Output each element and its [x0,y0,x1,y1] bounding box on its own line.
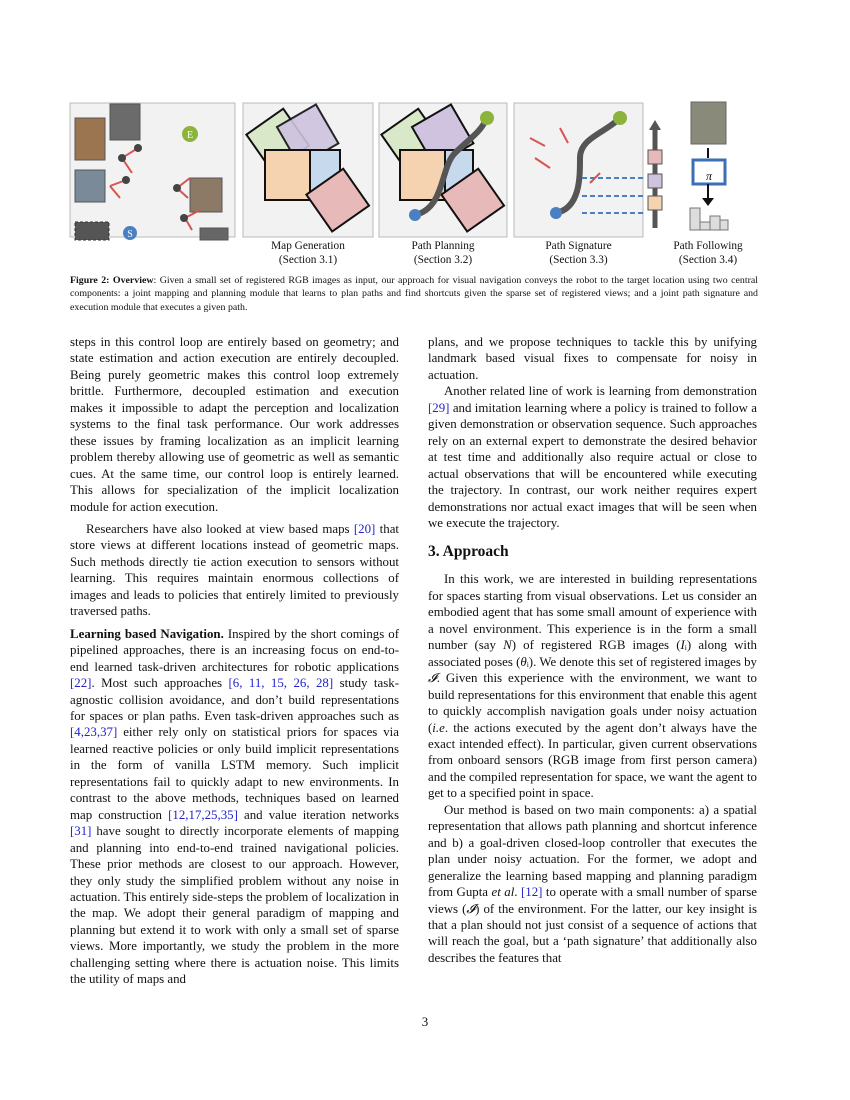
paragraph-text: and imitation learning where a policy is trained to follow a given demonstration or observation sequence. Such approaches rely on an external expert to demonstrate the desired behavior at test time and additionally also require actual or close to actual observations that will be encountered while executing the trajectory. In contrast, our work neither requires expert demonstrations nor actual exact images that will be seen when we execute the trajectory. [428,400,757,530]
paragraph-text: . Given this experience with the environment, we want to build representations for this environment that enable this agent to quickly accomplish navigation goals under noisy actuation ( [428,671,757,735]
paragraph-text: ᵢ). We denote this set of registered images by [526,654,757,669]
citation-link[interactable]: [4,23,37] [70,725,118,740]
paragraph-text: study task-agnostic collision avoidance, and don’t build representations for spaces or plan paths. Even task-driven approaches such as [70,676,399,723]
paragraph [70,521,399,620]
citation-link[interactable]: [12] [520,885,543,900]
paragraph-text: . the actions executed by the agent don’t always have the exact intended effect). In particular, given current observations from onboard sensors (RGB image from first person camera) and the compiled representation for space, we want the agent to get to a specified point in space. [428,720,757,801]
paragraph [428,383,757,531]
rgb-image-thumb [75,222,109,240]
paragraph-text: steps in this control loop are entirely based on geometry; and state estimation and action execution are entirely decoupled. Being purely geometric makes this control loop extremely brittle. Furthermore, decoupled estimation and execution makes it impossible to adapt the perception and localization systems to the final task performance. Our work addresses these issues by framing localization as an implicit learning problem thereby allowing use of geometric as well as semantic cues. At the same time, our control loop is entirely learned. This allows for specialization of the implicit localization module for action execution. [70,335,399,514]
paragraph-text: to operate with a small number of sparse views ( [428,885,757,916]
overview-diagram [60,98,780,243]
path-following-panel [690,102,728,230]
right-column [428,334,757,966]
paragraph-heading: Learning based Navigation. [70,626,224,641]
rgb-image-thumb [75,170,105,202]
paragraph-text: have sought to directly incorporate elements of mapping and planning into end-to-end trained navigational policies. These prior methods are closest to our approach. However, they only study the simplified problem without any noise in actuation. This entirely side-steps the problem of localization in the map. We adopt their general paradigm of mapping and planning but extend it to work with only a small set of sparse views. More importantly, we study the problem in the more challenging setting where there is actuation noise. This limits the utility of maps and [70,824,399,987]
paragraph-text: 𝓘 [428,671,437,686]
paragraph-text: Researchers have also looked at view based maps [86,521,354,536]
paragraph-text: ) of the environment. For the latter, our key insight is that a plan should not just consist of a sequence of actions that will reach the goal, but a ‘path signature’ that additionally also describes the features that [428,901,757,965]
label-path-planning: Path Planning (Section 3.2) [411,240,475,266]
caption-text: : Given a small set of registered RGB images as input, our approach for visual navigation conveys the robot to the target location using two central components: a joint mapping and planning module that learns to plan paths and find shortcuts given the sparse set of registered views; and a joint path signature and execution module that executes a given path. [70,275,758,313]
path-planning-panel [379,103,507,237]
paragraph-text: θ [520,654,527,669]
label-map-generation: Map Generation (Section 3.1) [271,240,345,266]
rgb-image-thumb [75,118,105,160]
paragraph-text: and value iteration networks [237,807,399,822]
paragraph [70,626,399,988]
paragraph-text: Another related line of work is learning from demonstration [444,384,757,399]
paragraph [428,334,757,383]
figure-2 [60,98,780,268]
paragraph-text: In this work, we are interested in building representations for spaces starting from visual observations. Let us consider an embodied agent that has some small amount of experience with a novel environment. This experience is in the form a small number (say [428,572,757,653]
paragraph-text: ) of registered RGB images ( [511,638,681,653]
map-generation-panel [243,103,373,237]
start-marker-label: S [127,229,133,240]
citation-link[interactable]: [12,17,25,35] [168,807,238,822]
paragraph [428,802,757,967]
paragraph-text: Inspired by the short comings of pipelined approaches, there is an increasing focus on end-to-end learned task-driven architectures for robotic applications [70,626,399,674]
rgb-image-thumb [110,104,140,140]
paragraph-text: ᵢ) along with associated poses ( [428,638,757,669]
caption-label: Figure 2: Overview [70,275,154,286]
paragraph-text: . Most such approaches [91,676,229,691]
paragraph-text: et al [491,885,515,900]
label-path-following: Path Following (Section 3.4) [673,240,743,266]
citation-link[interactable]: [6, 11, 15, 26, 28] [228,676,334,691]
figure-caption [70,274,758,314]
paragraph-text: that store views at different locations instead of geometric maps. Such methods directly tie action execution to sensors without learning. This requires maintain enormous collections of images and leads to policies that entirely limited to previously traversed paths. [70,521,400,619]
paragraph-text: either rely only on statistical priors for spaces via learned reactive policies or only build implicit representations in the form of vanilla LSTM memory. Such implicit representations fail to quickly adapt to new environments. In contrast to the above methods, techniques based on learned map construction [70,725,399,822]
citation-link[interactable]: [31] [70,824,92,839]
rgb-image-thumb [190,178,222,212]
end-marker-label: E [186,130,194,141]
paragraph-text: i.e [432,720,445,735]
policy-label: π [705,169,713,183]
paragraph-text: . [514,885,521,900]
citation-link[interactable]: [22] [70,676,92,691]
page-number: 3 [421,1015,429,1029]
paragraph-text: N [503,638,512,653]
rgb-image-thumb [200,228,228,240]
paragraph-text: Our method is based on two main components: a) a spatial representation that allows path planning and shortcut inference and b) a goal-driven closed-loop controller that executes the plan under noisy actuation. For the former, we adopt and generalize the learning based mapping and planning paradigm from Gupta [428,802,757,900]
paragraph-text: plans, and we propose techniques to tackle this by unifying landmark based visual fixes to compensate for noisy in actuation. [428,335,757,382]
paragraph [70,334,399,515]
label-path-signature: Path Signature (Section 3.3) [545,240,612,266]
citation-link[interactable]: [29] [428,400,450,415]
path-signature-panel [514,103,662,237]
left-column [70,334,399,988]
section-heading: 3. Approach [428,543,509,561]
citation-link[interactable]: [20] [353,521,376,536]
registered-images-panel [70,103,235,240]
paragraph-text: 𝓘 [466,901,476,916]
paragraph [428,571,757,801]
paragraph-text: I [680,638,685,653]
